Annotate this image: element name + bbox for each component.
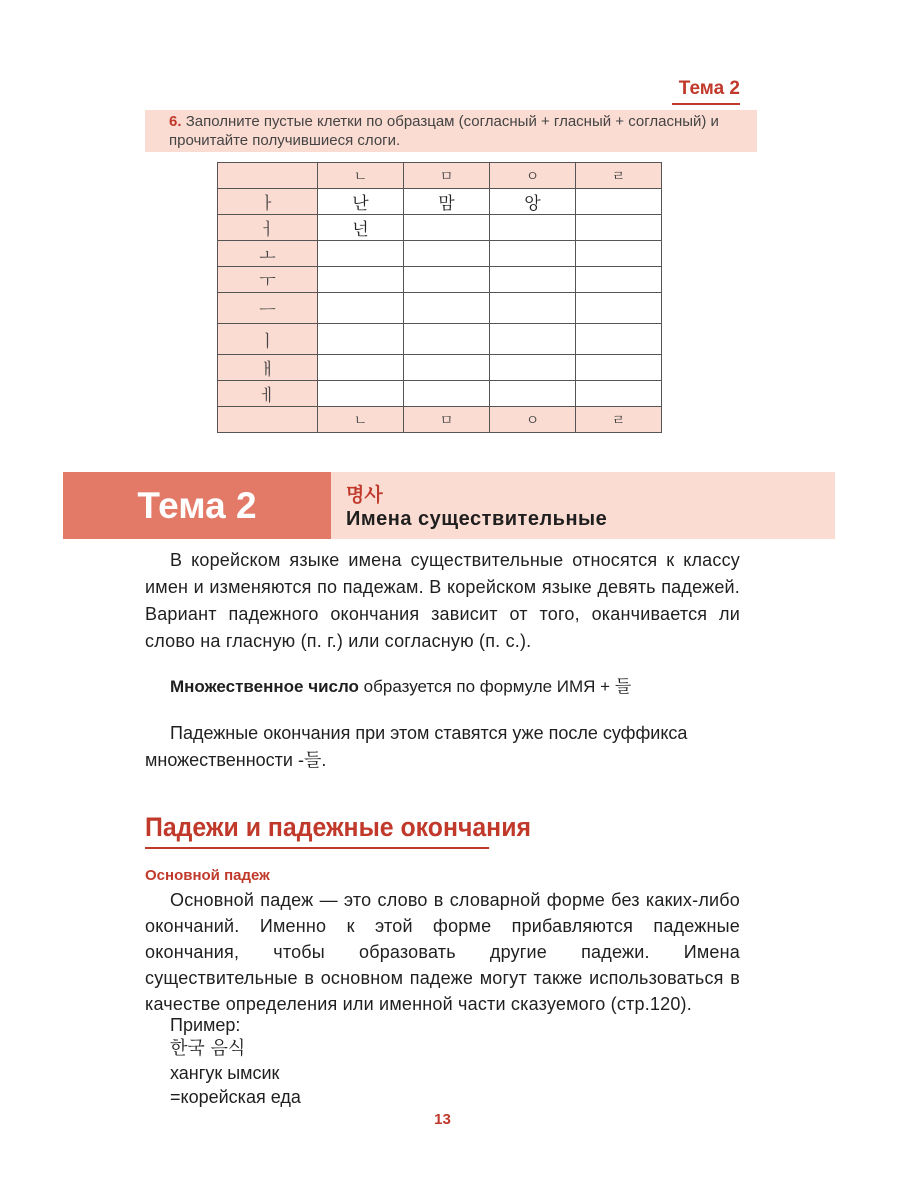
exercise-text: Заполните пустые клетки по образцам (согласный + гласный + согласный) и прочитайте получившиеся слоги. — [169, 113, 719, 149]
consonant-header-cell: ㄹ — [576, 163, 662, 189]
consonant-header-cell: ㅇ — [490, 407, 576, 433]
example-translation: =корейская еда — [170, 1087, 301, 1107]
syllable-cell — [490, 241, 576, 267]
syllable-cell: 난 — [318, 189, 404, 215]
consonant-header-cell: ㄹ — [576, 407, 662, 433]
table-row — [218, 293, 662, 324]
vowel-header-cell: ㅔ — [218, 381, 318, 407]
syllable-cell — [576, 293, 662, 324]
topic-korean-title: 명사 — [346, 484, 383, 506]
syllable-cell — [404, 267, 490, 293]
consonant-header-cell: ㅁ — [404, 407, 490, 433]
topic-label: Тема 2 — [63, 472, 331, 539]
vowel-header-cell: ㅜ — [218, 267, 318, 293]
consonant-header-cell: ㅁ — [404, 163, 490, 189]
body-paragraph: Основной падеж — это слово в словарной форме без каких-либо окончаний. Именно к этой форме прибавляются падежные окончания, чтобы образовать другие падежи. Имена существительные в основном падеже могут также использоваться в качестве определения или именной части сказуемого (стр.120). — [145, 890, 740, 1014]
syllable-cell — [490, 324, 576, 355]
syllable-cell — [404, 215, 490, 241]
vowel-header-cell: ㅣ — [218, 324, 318, 355]
section-title: Падежи и падежные окончания — [145, 812, 489, 849]
syllable-cell: 맘 — [404, 189, 490, 215]
syllable-cell — [490, 381, 576, 407]
syllable-cell — [318, 293, 404, 324]
syllable-cell: 넌 — [318, 215, 404, 241]
syllable-cell — [490, 267, 576, 293]
topic-title: Имена существительные — [346, 508, 608, 530]
vowel-header-cell: ㅓ — [218, 215, 318, 241]
syllable-cell — [576, 215, 662, 241]
syllable-cell — [404, 381, 490, 407]
syllable-cell: 앙 — [490, 189, 576, 215]
syllable-table — [217, 162, 662, 433]
syllable-cell — [404, 241, 490, 267]
syllable-cell — [318, 267, 404, 293]
table-row — [218, 267, 662, 293]
plural-note: Падежные окончания при этом ставятся уже после суффикса множественности -들. — [145, 723, 688, 770]
syllable-cell — [490, 293, 576, 324]
plural-rule-text: образуется по формуле ИМЯ + 들 — [358, 677, 632, 696]
vowel-header-cell: ㅡ — [218, 293, 318, 324]
plural-rule — [170, 672, 631, 697]
example-transliteration: хангук ымсик — [170, 1063, 280, 1083]
vowel-header-cell: ㅐ — [218, 355, 318, 381]
vowel-header-cell: ㅏ — [218, 189, 318, 215]
syllable-cell — [576, 355, 662, 381]
table-row — [218, 381, 662, 407]
running-head: Тема 2 — [672, 78, 740, 105]
exercise-number: 6. — [169, 113, 182, 130]
example-label: Пример: — [170, 1015, 241, 1035]
syllable-cell — [576, 324, 662, 355]
consonant-header-cell: ㄴ — [318, 407, 404, 433]
syllable-cell — [576, 381, 662, 407]
subheading: Основной падеж — [145, 867, 270, 884]
example-korean: 한국 음식 — [170, 1038, 246, 1059]
exercise-instruction — [145, 110, 757, 152]
vowel-header-cell: ㅗ — [218, 241, 318, 267]
page-number: 13 — [434, 1111, 451, 1128]
topic-banner — [63, 472, 835, 539]
consonant-header-cell: ㄴ — [318, 163, 404, 189]
table-row — [218, 324, 662, 355]
intro-paragraph: В корейском языке имена существительные относятся к классу имен и изменяются по падежам. В корейском языке девять падежей. Вариант падежного окончания зависит от того, оканчивается ли слово на гласную (п. г.) или согласную (п. с.). — [145, 550, 740, 651]
syllable-cell — [404, 355, 490, 381]
syllable-cell — [576, 267, 662, 293]
table-row — [218, 215, 662, 241]
syllable-cell — [318, 381, 404, 407]
syllable-cell — [576, 241, 662, 267]
syllable-cell — [318, 324, 404, 355]
syllable-cell — [490, 215, 576, 241]
table-row — [218, 241, 662, 267]
table-header-row — [218, 407, 662, 433]
table-corner-cell — [218, 407, 318, 433]
table-corner-cell — [218, 163, 318, 189]
table-row — [218, 189, 662, 215]
table-header-row — [218, 163, 662, 189]
plural-rule-term: Множественное число — [170, 677, 359, 696]
syllable-cell — [576, 189, 662, 215]
consonant-header-cell: ㅇ — [490, 163, 576, 189]
syllable-cell — [318, 241, 404, 267]
syllable-cell — [318, 355, 404, 381]
table-row — [218, 355, 662, 381]
syllable-cell — [490, 355, 576, 381]
syllable-cell — [404, 293, 490, 324]
syllable-cell — [404, 324, 490, 355]
